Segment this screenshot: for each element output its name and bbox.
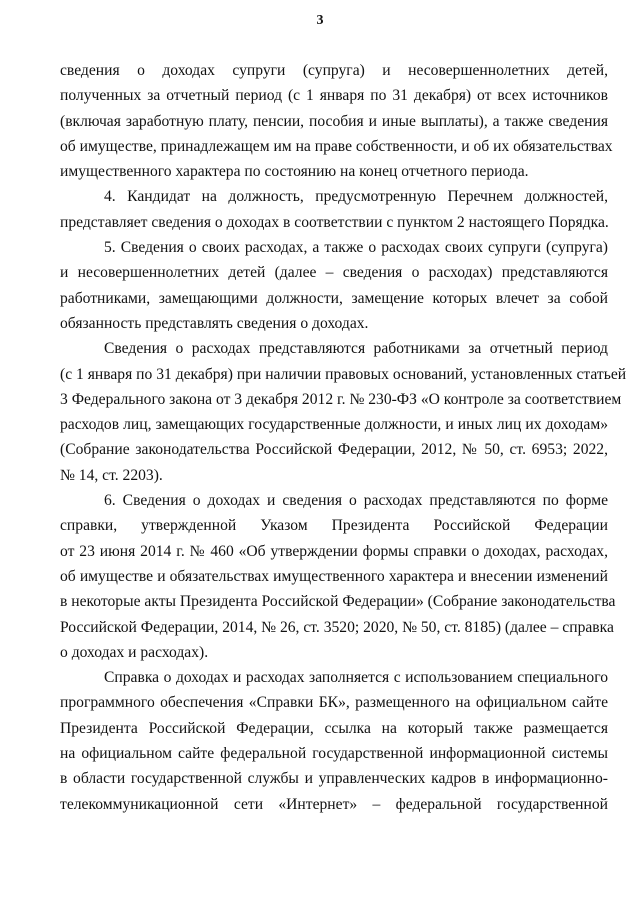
- text-line: сведения о доходах супруги (супруга) и несовершеннолетних детей,: [60, 62, 608, 79]
- text-line: работниками, замещающими должности, замещение которых влечет за собой: [60, 289, 608, 307]
- text-line: Президента Российской Федерации, ссылка на который также размещается: [60, 719, 608, 737]
- paragraph-start: Сведения о расходах представляются работниками за отчетный период: [104, 340, 608, 358]
- text-line: на официальном сайте федеральной государственной информационной системы: [60, 745, 608, 763]
- text-line: имущественного характера по состоянию на конец отчетного периода.: [60, 163, 529, 181]
- page-number: 3: [316, 13, 324, 28]
- paragraph-6-start: 6. Сведения о доходах и сведения о расходах представляются по форме: [104, 492, 608, 510]
- text-line: телекоммуникационной сети «Интернет» – федеральной государственной: [60, 795, 608, 813]
- text-line: об имуществе и обязательствах имущественного характера и внесении изменений: [60, 567, 608, 585]
- text-line: расходов лиц, замещающих государственные должности, и иных лиц их доходам»: [60, 416, 608, 434]
- text-line: справки, утвержденной Указом Президента Российской Федерации: [60, 517, 608, 535]
- text-line: об имуществе, принадлежащем им на праве собственности, и об их обязательствах: [60, 137, 613, 155]
- text-line: от 23 июня 2014 г. № 460 «Об утверждении формы справки о доходах, расходах,: [60, 542, 608, 560]
- text-line: о доходах и расходах).: [60, 643, 209, 661]
- paragraph-start: Справка о доходах и расходах заполняется с использованием специального: [104, 669, 608, 687]
- text-line: обязанность представлять сведения о доходах.: [60, 314, 369, 332]
- text-line: в некоторые акты Президента Российской Федерации» (Собрание законодательства: [60, 593, 616, 611]
- text-line: 3 Федерального закона от 3 декабря 2012 г. № 230-ФЗ «О контроле за соответствием: [60, 390, 622, 408]
- text-line: (с 1 января по 31 декабря) при наличии правовых оснований, установленных статьей: [60, 365, 627, 383]
- document-body: [60, 58, 627, 817]
- text-line: и несовершеннолетних детей (далее – сведения о расходах) представляются: [60, 264, 608, 282]
- text-line: в области государственной службы и управленческих кадров в информационно-: [60, 770, 608, 788]
- text-line: № 14, ст. 2203).: [60, 466, 163, 484]
- text-line: (Собрание законодательства Российской Федерации, 2012, № 50, ст. 6953; 2022,: [60, 441, 608, 459]
- text-line: Российской Федерации, 2014, № 26, ст. 3520; 2020, № 50, ст. 8185) (далее – справка: [60, 618, 614, 636]
- paragraph-4-start: 4. Кандидат на должность, предусмотренную Перечнем должностей,: [104, 188, 608, 206]
- paragraph-5-start: 5. Сведения о своих расходах, а также о расходах своих супруги (супруга): [104, 239, 608, 257]
- text-line: полученных за отчетный период (с 1 января по 31 декабря) от всех источников: [60, 87, 608, 105]
- text-line: представляет сведения о доходах в соответствии с пунктом 2 настоящего Порядка.: [60, 213, 609, 231]
- text-line: программного обеспечения «Справки БК», размещенного на официальном сайте: [60, 694, 608, 712]
- text-line: (включая заработную плату, пенсии, пособия и иные выплаты), а также сведения: [60, 112, 608, 130]
